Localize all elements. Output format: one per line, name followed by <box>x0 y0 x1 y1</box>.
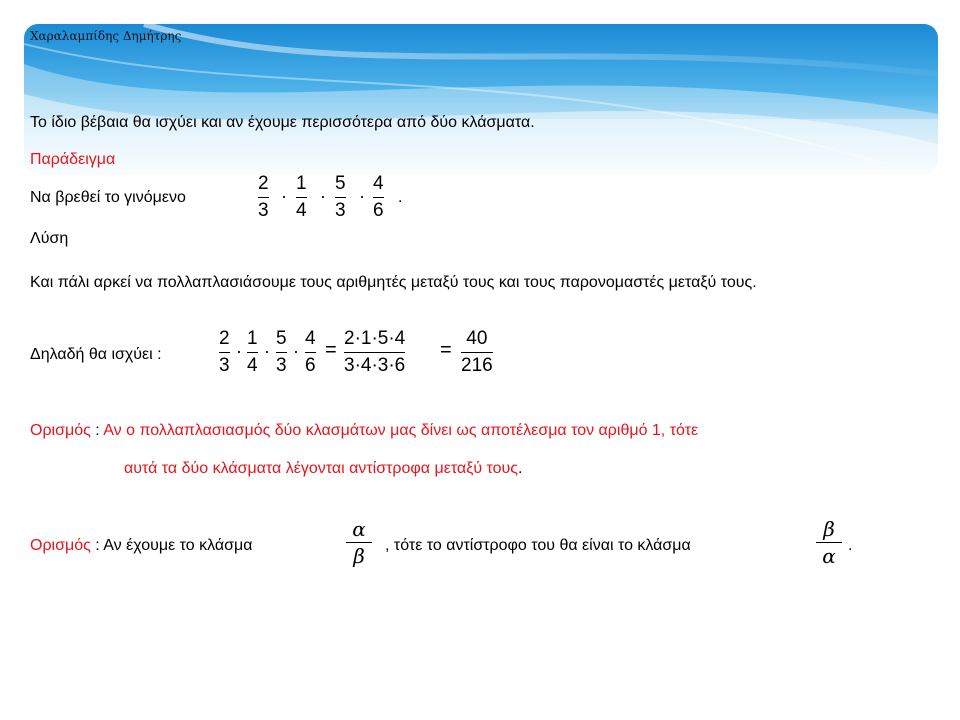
task-fraction-3 <box>335 173 346 222</box>
fraction-bar <box>344 352 405 353</box>
denominator: 3 <box>219 355 230 376</box>
definition-period: . <box>518 460 523 477</box>
result-product-fraction <box>344 328 405 377</box>
numerator: 4 <box>305 328 316 349</box>
numerator: 1 <box>296 173 307 194</box>
task-fraction-1 <box>258 173 269 222</box>
beta-symbol: β <box>353 544 365 568</box>
task-text: Να βρεθεί το γινόμενο <box>30 189 186 206</box>
multiply-dot: · <box>359 186 365 206</box>
numerator-result: 40 <box>466 328 488 349</box>
denominator-result: 216 <box>461 355 493 376</box>
definition-2 <box>30 537 252 555</box>
example-heading: Παράδειγμα <box>30 151 116 168</box>
multiply-dot: · <box>281 186 287 206</box>
definition-colon: : <box>95 422 100 439</box>
result-fraction-3 <box>276 328 287 377</box>
definition-text-line2: αυτά τα δύο κλάσματα λέγονται αντίστροφα μεταξύ τους <box>124 460 518 477</box>
multiply-dot: · <box>320 186 326 206</box>
result-final-fraction <box>461 328 493 377</box>
denominator: 4 <box>296 200 307 221</box>
numerator: 4 <box>373 173 384 194</box>
numerator: 1 <box>247 328 258 349</box>
fraction-bar <box>373 197 384 198</box>
beta-symbol: β <box>823 517 835 541</box>
definition-text-b: , τότε το αντίστροφο του θα είναι το κλάσμα <box>385 537 691 554</box>
fraction-bar <box>247 352 258 353</box>
multiply-dot: · <box>236 341 242 361</box>
equals-sign: = <box>325 339 337 361</box>
definition-1-continued <box>124 460 522 478</box>
fraction-bar <box>219 352 230 353</box>
numerator-product: 2·1·5·4 <box>344 328 406 349</box>
task-fraction-4 <box>373 173 384 222</box>
denominator: 3 <box>335 200 346 221</box>
denominator: 4 <box>247 355 258 376</box>
result-label: Δηλαδή θα ισχύει : <box>30 346 162 363</box>
multiply-dot: · <box>264 341 270 361</box>
result-fraction-4 <box>305 328 316 377</box>
numerator: 5 <box>335 173 346 194</box>
alpha-symbol: α <box>822 544 836 568</box>
denominator: 6 <box>305 355 316 376</box>
intro-text: Το ίδιο βέβαια θα ισχύει και αν έχουμε περισσότερα από δύο κλάσματα. <box>30 114 535 131</box>
result-fraction-1 <box>219 328 230 377</box>
denominator: 3 <box>276 355 287 376</box>
solution-text: Και πάλι αρκεί να πολλαπλασιάσουμε τους αριθμητές μεταξύ τους και τους παρονομαστές μεταξύ τους. <box>30 274 757 291</box>
header-banner <box>24 24 938 174</box>
fraction-bar <box>816 542 842 543</box>
fraction-bar <box>276 352 287 353</box>
definition-text-a: : Αν έχουμε το κλάσμα <box>95 537 253 554</box>
banner-background <box>24 24 938 174</box>
fraction-bar <box>258 197 269 198</box>
equals-sign: = <box>440 339 452 361</box>
alpha-over-beta-fraction <box>346 518 372 567</box>
task-period: . <box>398 189 403 206</box>
definition-label: Ορισμός <box>30 537 91 554</box>
denominator: 6 <box>373 200 384 221</box>
definition-2-period: . <box>848 537 853 554</box>
result-fraction-2 <box>247 328 258 377</box>
alpha-symbol: α <box>352 517 366 541</box>
fraction-bar <box>305 352 316 353</box>
definition-1 <box>30 422 698 440</box>
fraction-bar <box>346 542 372 543</box>
definition-label: Ορισμός <box>30 422 91 439</box>
multiply-dot: · <box>293 341 299 361</box>
solution-heading: Λύση <box>30 230 69 247</box>
numerator: 2 <box>219 328 230 349</box>
beta-over-alpha-fraction <box>816 518 842 567</box>
author-name: Χαραλαμπίδης Δημήτρης <box>30 29 182 43</box>
fraction-bar <box>296 197 307 198</box>
numerator: 2 <box>258 173 269 194</box>
task-fraction-2 <box>296 173 307 222</box>
denominator-product: 3·4·3·6 <box>344 355 406 376</box>
fraction-bar <box>335 197 346 198</box>
numerator: 5 <box>276 328 287 349</box>
fraction-bar <box>461 352 493 353</box>
denominator: 3 <box>258 200 269 221</box>
definition-text-line1: Αν ο πολλαπλασιασμός δύο κλασμάτων μας δίνει ως αποτέλεσμα τον αριθμό 1, τότε <box>103 422 699 439</box>
